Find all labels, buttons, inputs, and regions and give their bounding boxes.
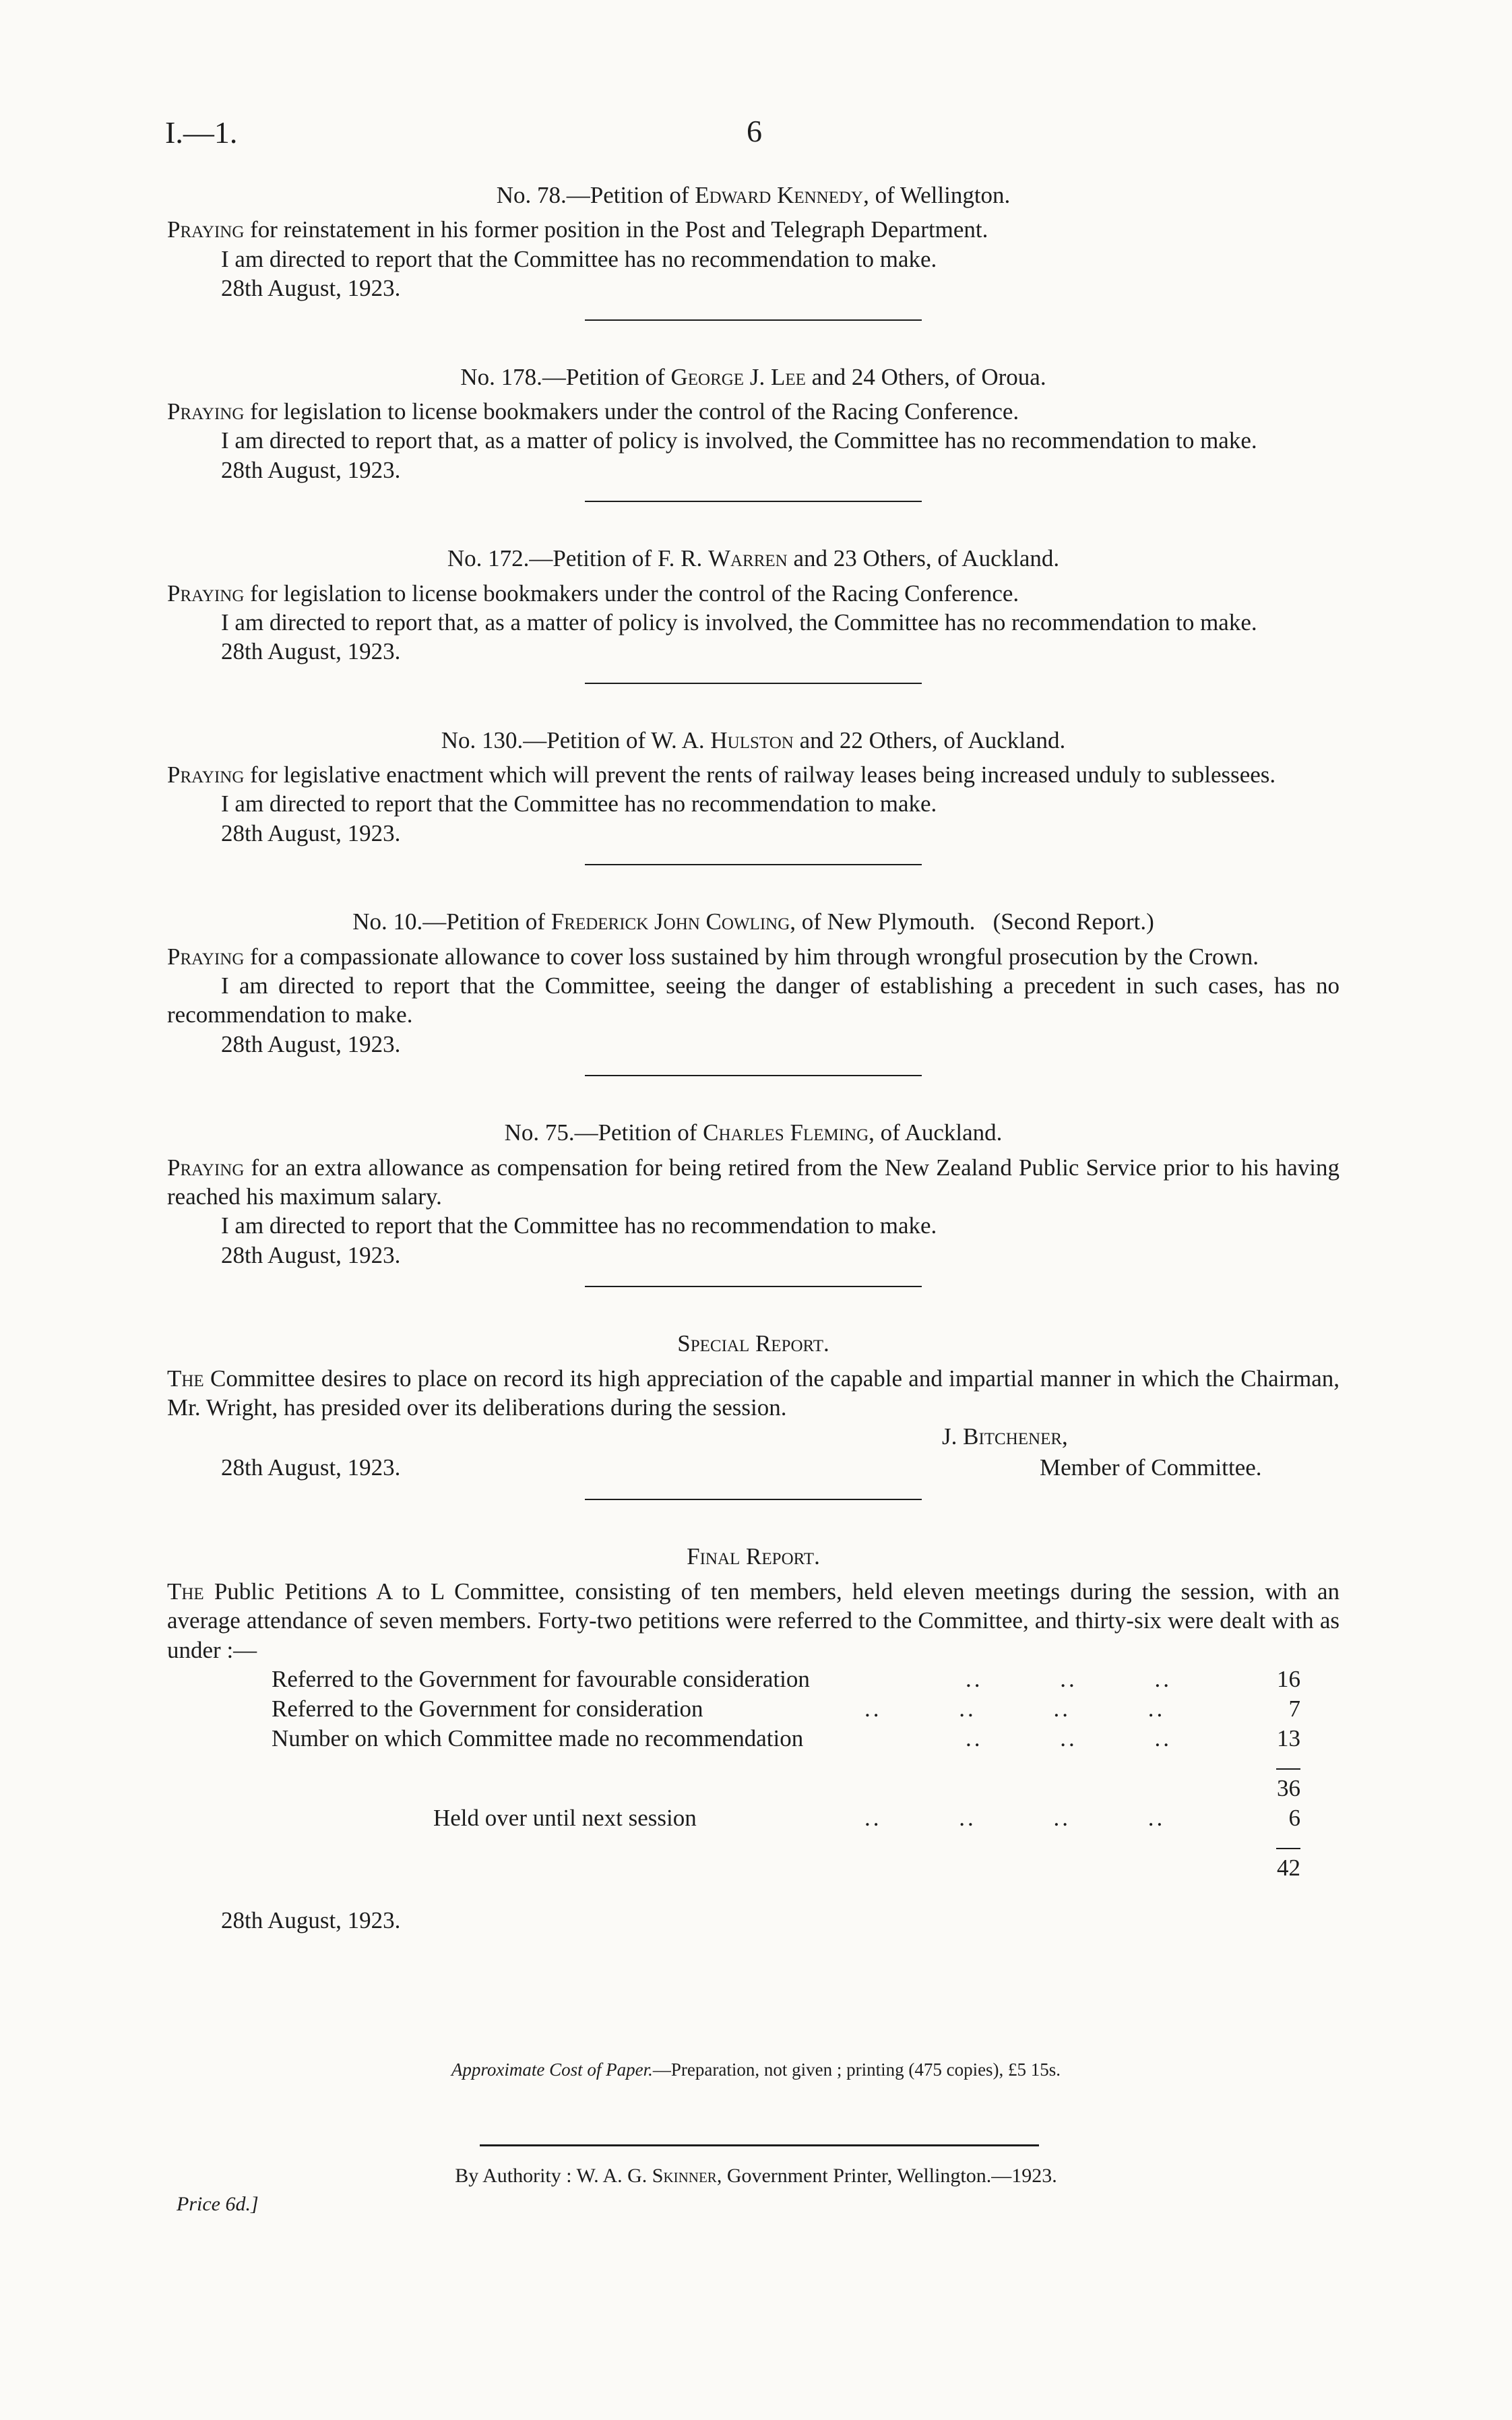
authority-rule — [480, 2144, 1039, 2146]
printer-authority: By Authority : W. A. G. Skinner, Government Printer, Wellington.—1923. — [455, 2165, 1057, 2187]
petition-entry — [167, 726, 1340, 866]
petitioner-name: George J. Lee — [670, 363, 806, 390]
petition-prayer: Praying for an extra allowance as compensation for being retired from the New Zealand Public Service prior to his having reached his maximum salary. — [167, 1154, 1340, 1210]
petition-prayer: Praying for legislation to license bookmakers under the control of the Racing Conference. — [167, 398, 1019, 425]
row-value: 6 — [1288, 1804, 1300, 1831]
report-date: 28th August, 1923. — [221, 1454, 401, 1481]
petitioner-name: Frederick John Cowling — [550, 908, 790, 935]
section-divider — [585, 683, 922, 684]
row-label: Number on which Committee made no recommendation — [272, 1725, 804, 1751]
sum-line — [1276, 1768, 1300, 1770]
petition-prayer: Praying for reinstatement in his former position in the Post and Telegraph Department. — [167, 216, 988, 243]
row-value: 13 — [1277, 1725, 1300, 1751]
table-row — [167, 1694, 1340, 1724]
petition-title: No. 130.—Petition of W. A. Hulston and 22 Others, of Auckland. — [441, 726, 1066, 753]
row-value: 7 — [1288, 1695, 1300, 1722]
committee-report: I am directed to report that the Committee has no recommendation to make. — [221, 245, 937, 272]
sum-line — [1276, 1848, 1300, 1849]
petition-prayer: Praying for legislation to license bookmakers under the control of the Racing Conference. — [167, 580, 1019, 607]
final-report-body: The Public Petitions A to L Committee, consisting of ten members, held eleven meetings during the session, with an average attendance of seven members. Forty-two petitions were referred to the Committee, and thirty-six were dealt with as under :— — [167, 1578, 1340, 1663]
leader-dots: .. .. .. .. — [864, 1804, 1166, 1831]
signatory-role: Member of Committee. — [1040, 1454, 1262, 1481]
section-divider — [585, 1286, 922, 1287]
price-label: Price 6d.] — [177, 2193, 259, 2215]
petition-title: No. 172.—Petition of F. R. Warren and 23 Others, of Auckland. — [447, 545, 1060, 572]
report-date: 28th August, 1923. — [221, 1241, 401, 1268]
petition-title: No. 78.—Petition of Edward Kennedy, of Wellington. — [496, 182, 1011, 208]
petitioner-name: Charles Fleming — [703, 1119, 869, 1146]
cost-footnote: Approximate Cost of Paper.—Preparation, not given ; printing (475 copies), £5 15s. — [451, 2059, 1061, 2080]
signatory-name: J. Bitchener, — [942, 1423, 1068, 1450]
report-date: 28th August, 1923. — [221, 819, 401, 846]
leader-dots: .. .. .. — [966, 1665, 1172, 1692]
report-date: 28th August, 1923. — [221, 456, 401, 483]
petition-title: No. 75.—Petition of Charles Fleming, of Auckland. — [504, 1119, 1003, 1146]
petitioner-name: Warren — [707, 545, 788, 572]
row-label: Referred to the Government for consideration — [272, 1695, 703, 1722]
petition-entry — [167, 363, 1340, 503]
total-rule-row — [167, 1833, 1340, 1853]
petitioner-name: Hulston — [710, 726, 794, 753]
petition-prayer: Praying for legislative enactment which will prevent the rents of railway leases being increased unduly to sublessees. — [167, 762, 1276, 788]
row-label: Held over until next session — [433, 1804, 697, 1831]
committee-report: I am directed to report that the Committee, seeing the danger of establishing a precedent in such cases, has no recommendation to make. — [167, 972, 1340, 1028]
committee-report: I am directed to report that the Committee has no recommendation to make. — [221, 790, 937, 817]
section-divider — [585, 501, 922, 502]
table-row — [167, 1665, 1340, 1694]
special-report — [167, 1329, 1340, 1500]
document-body — [167, 181, 1340, 1935]
total-row — [167, 1853, 1340, 1883]
report-date: 28th August, 1923. — [221, 1906, 401, 1933]
special-report-body: The Committee desires to place on record its high appreciation of the capable and impartial manner in which the Chairman, Mr. Wright, has presided over its deliberations during the session. — [167, 1365, 1340, 1421]
page-number: 6 — [747, 114, 762, 148]
final-report — [167, 1542, 1340, 1935]
report-date: 28th August, 1923. — [221, 1030, 401, 1057]
petition-entry — [167, 1118, 1340, 1287]
petitioner-name: Edward Kennedy — [695, 182, 864, 208]
report-date: 28th August, 1923. — [221, 638, 401, 665]
table-row — [167, 1803, 1340, 1833]
table-row — [167, 1724, 1340, 1754]
committee-report: I am directed to report that, as a matter of policy is involved, the Committee has no recommendation to make. — [221, 609, 1257, 635]
subtotal-value: 36 — [1277, 1774, 1300, 1801]
subtotal-rule-row — [167, 1754, 1340, 1774]
special-report-heading: Special Report. — [677, 1330, 829, 1357]
parliamentary-paper-number: I.—1. — [165, 115, 238, 150]
total-value: 42 — [1277, 1854, 1300, 1881]
final-report-heading: Final Report. — [687, 1543, 820, 1570]
section-divider — [585, 1075, 922, 1076]
report-date: 28th August, 1923. — [221, 275, 401, 302]
petition-summary-table — [167, 1665, 1340, 1883]
leader-dots: .. .. .. — [966, 1725, 1172, 1751]
petition-title: No. 10.—Petition of Frederick John Cowling, of New Plymouth. (Second Report.) — [352, 908, 1154, 935]
petition-entry — [167, 907, 1340, 1076]
signature-block — [167, 1422, 1340, 1483]
section-divider — [585, 319, 922, 321]
leader-dots: .. .. .. .. — [864, 1695, 1166, 1722]
committee-report: I am directed to report that the Committee has no recommendation to make. — [221, 1212, 937, 1239]
section-divider — [585, 864, 922, 865]
row-value: 16 — [1277, 1665, 1300, 1692]
row-label: Referred to the Government for favourable consideration — [272, 1665, 810, 1692]
committee-report: I am directed to report that, as a matter of policy is involved, the Committee has no recommendation to make. — [221, 427, 1257, 454]
petition-prayer: Praying for a compassionate allowance to cover loss sustained by him through wrongful prosecution by the Crown. — [167, 943, 1259, 970]
petition-entry — [167, 544, 1340, 684]
subtotal-row — [167, 1774, 1340, 1803]
petition-entry — [167, 181, 1340, 321]
petition-title: No. 178.—Petition of George J. Lee and 24 Others, of Oroua. — [460, 363, 1046, 390]
printer-name: Skinner — [652, 2165, 717, 2187]
section-divider — [585, 1499, 922, 1500]
